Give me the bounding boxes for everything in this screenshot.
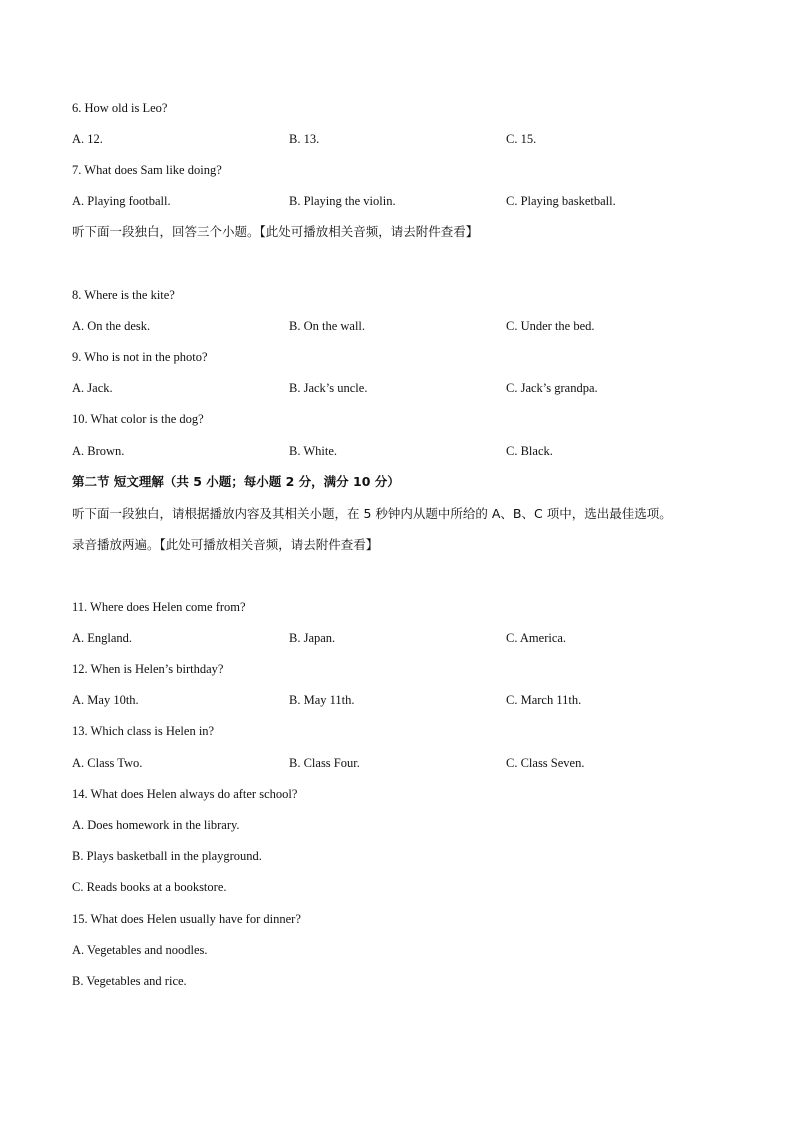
q8-option-c: C. Under the bed. (506, 319, 595, 333)
q13-option-c: C. Class Seven. (506, 756, 585, 770)
q12-option-a: A. May 10th. (72, 693, 139, 707)
q6-option-b: B. 13. (289, 132, 320, 146)
q7-option-b: B. Playing the violin. (289, 194, 396, 208)
q8-option-a: A. On the desk. (72, 319, 151, 333)
q15-option-b: B. Vegetables and rice. (72, 974, 187, 988)
q10-option-c: C. Black. (506, 444, 553, 458)
q9-option-c: C. Jack’s grandpa. (506, 381, 598, 395)
question-8: 8. Where is the kite? (72, 288, 175, 302)
q11-option-b: B. Japan. (289, 631, 336, 645)
q7-option-c: C. Playing basketball. (506, 194, 616, 208)
question-15: 15. What does Helen usually have for dinner? (72, 912, 301, 926)
q6-option-a: A. 12. (72, 132, 103, 146)
q11-option-a: A. England. (72, 631, 133, 645)
q9-option-a: A. Jack. (72, 381, 113, 395)
q10-option-a: A. Brown. (72, 444, 125, 458)
q7-option-a: A. Playing football. (72, 194, 171, 208)
q12-option-b: B. May 11th. (289, 693, 355, 707)
q13-option-a: A. Class Two. (72, 756, 143, 770)
q14-option-b: B. Plays basketball in the playground. (72, 849, 262, 863)
section-2-instruction-line-2: 录音播放两遍。【此处可播放相关音频，请去附件查看】 (72, 537, 379, 552)
q11-option-c: C. America. (506, 631, 567, 645)
section-2-instruction-line-1: 听下面一段独白，请根据播放内容及其相关小题，在 5 秒钟内从题中所给的 A、B、C 项中，选出最佳选项。 (72, 506, 672, 521)
question-6: 6. How old is Leo? (72, 101, 168, 115)
q9-option-b: B. Jack’s uncle. (289, 381, 368, 395)
question-12: 12. When is Helen’s birthday? (72, 662, 224, 676)
question-10: 10. What color is the dog? (72, 412, 204, 426)
question-14: 14. What does Helen always do after school? (72, 787, 298, 801)
q15-option-a: A. Vegetables and noodles. (72, 943, 208, 957)
monologue-instruction: 听下面一段独白，回答三个小题。【此处可播放相关音频，请去附件查看】 (72, 224, 479, 239)
q13-option-b: B. Class Four. (289, 756, 360, 770)
section-2-heading: 第二节 短文理解（共 5 小题；每小题 2 分，满分 10 分） (72, 474, 400, 489)
question-13: 13. Which class is Helen in? (72, 724, 215, 738)
q10-option-b: B. White. (289, 444, 338, 458)
q8-option-b: B. On the wall. (289, 319, 366, 333)
question-7: 7. What does Sam like doing? (72, 163, 222, 177)
q12-option-c: C. March 11th. (506, 693, 582, 707)
q6-option-c: C. 15. (506, 132, 537, 146)
q14-option-c: C. Reads books at a bookstore. (72, 880, 227, 894)
question-9: 9. Who is not in the photo? (72, 350, 208, 364)
question-11: 11. Where does Helen come from? (72, 600, 246, 614)
q14-option-a: A. Does homework in the library. (72, 818, 240, 832)
